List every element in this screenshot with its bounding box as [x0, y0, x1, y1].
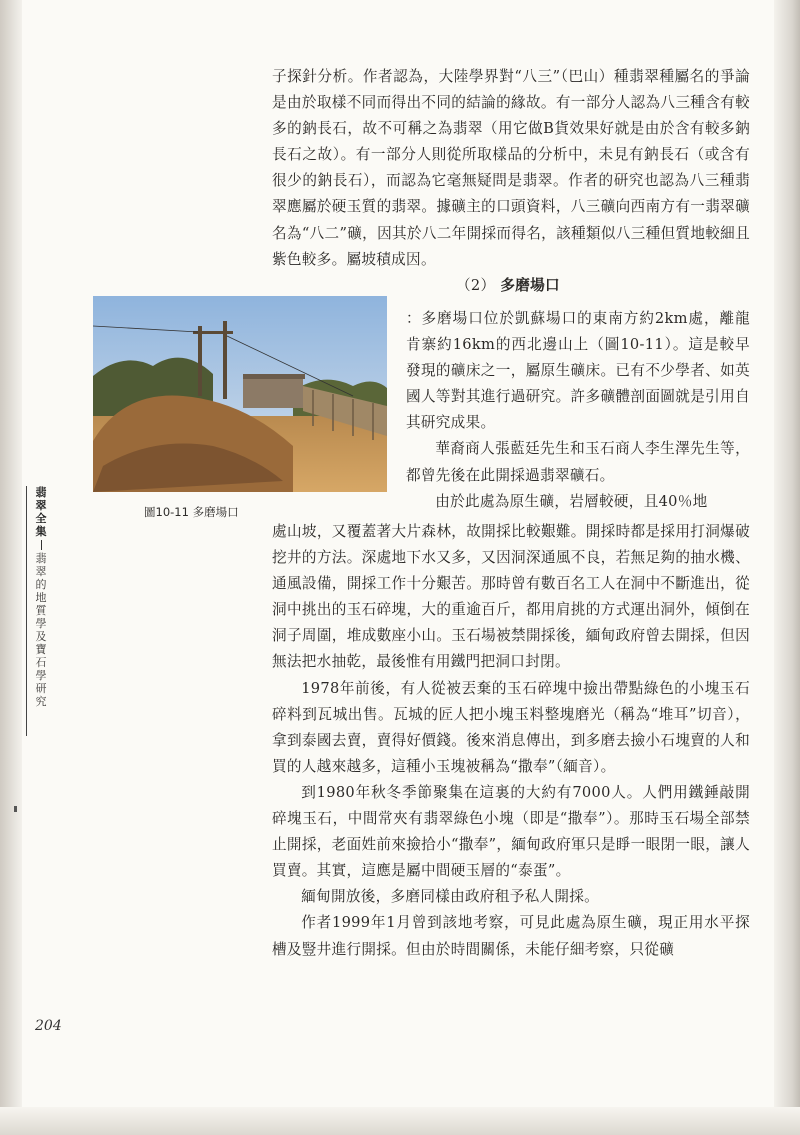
paragraph: 由於此處為原生礦，岩層較硬，且40％地: [435, 492, 708, 510]
body-text-beside-figure: [406, 280, 750, 515]
derrick-pole-left: [198, 326, 202, 396]
spine-divider: [41, 540, 42, 550]
margin-mark: [14, 806, 17, 812]
shed: [243, 378, 303, 408]
body-text-bottom: [272, 519, 750, 963]
section-heading: 多磨場口: [500, 276, 560, 294]
paragraph: 1978年前後，有人從被丟棄的玉石碎塊中撿出帶點綠色的小塊玉石碎料到瓦城出售。瓦城的匠人把小塊玉料整塊磨光（稱為“堆耳”切音），拿到泰國去賣，賣得好價錢。後來消息傳出，到多磨去撿小石塊賣的人和買的人越來越多，這種小玉塊被稱為“撒奉”（緬音）。: [272, 679, 750, 775]
paragraph: 子探針分析。作者認為，大陸學界對“八三”（巴山）種翡翠種屬名的爭論是由於取樣不同而得出不同的結論的緣故。有一部分人認為八三種含有較多的鈉長石，故不可稱之為翡翠（用它做B貨效果好就是由於含有較多鈉長石之故）。有一部分人則從所取樣品的分析中，未見有鈉長石（或含有很少的鈉長石），而認為它毫無疑問是翡翠。作者的研究也認為八三種翡翠應屬於硬玉質的翡翠。據礦主的口頭資料，八三礦向西南方有一翡翠礦名為“八二”礦，因其於八二年開採而得名，該種類似八三種但質地較細且紫色較多。屬坡積成因。: [272, 68, 750, 268]
paragraph: 處山坡，又覆蓋著大片森林，故開採比較艱難。開採時都是採用打洞爆破挖井的方法。深處地下水又多，又因洞深通風不良，若無足夠的抽水機、通風設備，開採工作十分艱苦。那時曾有數百名工人在洞中不斷進出，從洞中挑出的玉石碎塊，大的重逾百斤，都用肩挑的方式運出洞外，傾倒在洞子周圍，堆成數座小山。玉石場被禁開採後，緬甸政府曾去開採，但因無法把水抽乾，最後惟有用鐵門把洞口封閉。: [272, 523, 750, 671]
derrick-beam: [193, 331, 233, 334]
page-edge: [774, 0, 800, 1135]
body-text-top: [272, 64, 750, 299]
paragraph: 作者1999年1月曾到該地考察，可見此處為原生礦，現正用水平探槽及豎井進行開採。但由於時間關係，未能仔細考察，只從礦: [272, 914, 750, 958]
page-gutter-shadow: [0, 0, 22, 1135]
section-2-text: ：多磨場口位於凱蘇場口的東南方約2km處，離龍肯寨約16km的西北邊山上（圖10-11）。這是較早發現的礦床之一，屬原生礦床。已有不少學者、如英國人等對其進行過研究。許多礦體剖面圖就是引用自其研究成果。: [406, 310, 750, 432]
mine-photo-illustration: [93, 296, 387, 492]
paragraph: 到1980年秋冬季節聚集在這裏的大約有7000人。人們用鐵錘敲開碎塊玉石，中間常夾有翡翠綠色小塊（即是“撒奉”）。那時玉石場全部禁止開採，老面姓前來撿拾小“撒奉”，緬甸政府軍只是睜一眼閉一眼，讓人買賣。其實，這應是屬中間硬玉層的“泰蛋”。: [272, 783, 750, 880]
paragraph: 華裔商人張藍廷先生和玉石商人李生澤先生等，都曾先後在此開採過翡翠礦石。: [406, 440, 750, 484]
chapter-title: 翡 翠 的 地 質 學 及 寶 石 學 研 究: [35, 552, 47, 708]
spine-label: [31, 486, 51, 708]
section-number: （2）: [456, 276, 496, 294]
page-bottom-edge: [0, 1107, 800, 1135]
spine-rule: [26, 486, 27, 736]
page-number: 204: [35, 1018, 62, 1034]
shed-roof: [243, 374, 305, 379]
figure-mine-photo: [93, 296, 387, 492]
paragraph: 緬甸開放後，多磨同樣由政府租予私人開採。: [301, 888, 600, 906]
series-title: 翡 翠 全 集: [35, 486, 47, 538]
figure-caption: 圖10-11 多磨場口: [144, 505, 239, 519]
